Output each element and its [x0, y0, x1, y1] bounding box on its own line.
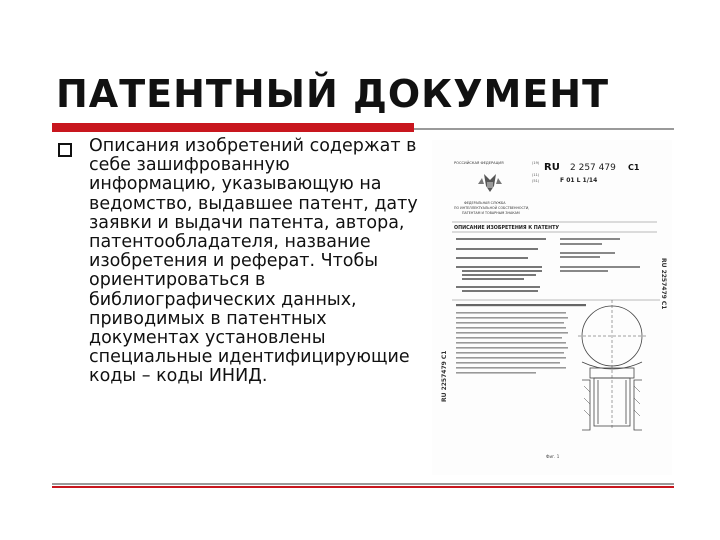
footer-rule-red	[52, 486, 674, 488]
patent-doc-type: ОПИСАНИЕ ИЗОБРЕТЕНИЯ К ПАТЕНТУ	[454, 226, 560, 231]
footer-rule-grey	[52, 483, 674, 485]
technical-drawing	[578, 300, 646, 430]
patent-country-code: RU	[544, 162, 560, 173]
svg-text:(19): (19)	[532, 161, 540, 165]
vertical-number-right: RU 2257479 C1	[660, 258, 667, 310]
title-underline-red	[52, 123, 414, 132]
patent-document-image	[432, 140, 672, 475]
svg-text:(51): (51)	[532, 179, 540, 183]
bullet-square-icon	[58, 143, 72, 157]
bullet-text: Описания изобретений содержат в себе зашифрованную информацию, указывающую на ведомство, выдавшее патент, дату заявки и выдачи патента, автора, патентообладателя, название изобретения и реферат. Чтобы ориентироваться в библиографических данных, приводимых в патентных документах установлены специальные идентифицирующие коды – коды ИНИД.	[89, 136, 418, 387]
patent-kind-code: C1	[628, 163, 640, 172]
figure-label: Фиг. 1	[546, 454, 560, 459]
slide-title: ПАТЕНТНЫЙ ДОКУМЕНТ	[56, 72, 610, 116]
eagle-emblem-icon	[478, 174, 502, 192]
agency-line-3: ПАТЕНТАМ И ТОВАРНЫМ ЗНАКАМ	[462, 211, 520, 215]
patent-office-label: РОССИЙСКАЯ ФЕДЕРАЦИЯ	[454, 161, 504, 165]
svg-text:(11): (11)	[532, 173, 540, 177]
patent-number: 2 257 479	[570, 163, 616, 173]
vertical-number-left: RU 2257479 C1	[441, 350, 448, 402]
agency-line-2: ПО ИНТЕЛЛЕКТУАЛЬНОЙ СОБСТВЕННОСТИ,	[454, 206, 530, 210]
patent-ipc: F 01 L 1/14	[560, 177, 598, 184]
agency-line-1: ФЕДЕРАЛЬНАЯ СЛУЖБА	[464, 201, 506, 205]
